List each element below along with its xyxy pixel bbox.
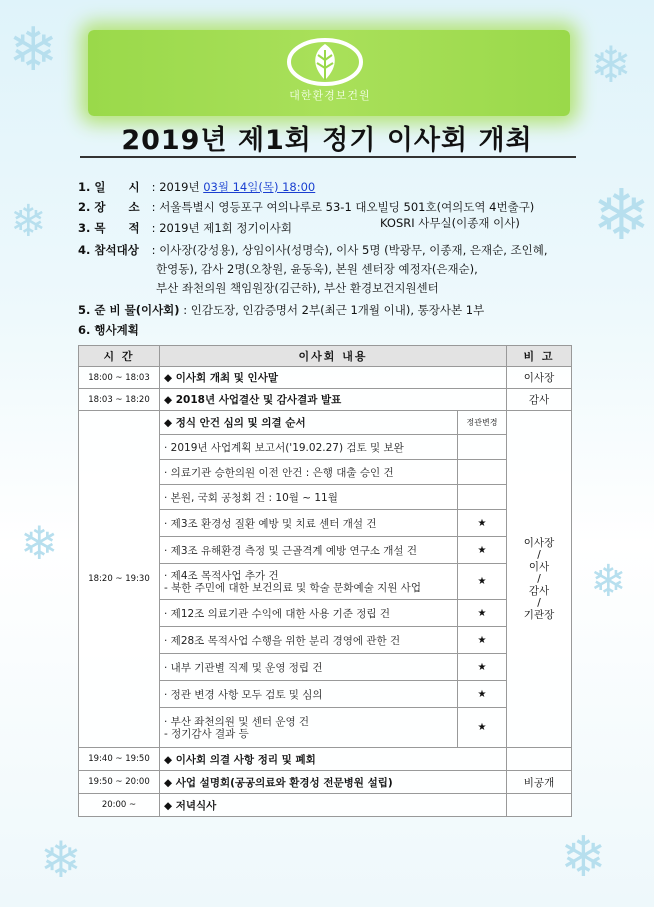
star-icon: ★ — [458, 564, 507, 600]
info-prep: 5. 준 비 물(이사회) : 인감도장, 인감증명서 2부(최근 1개월 이내), 통장사본 1부 — [78, 303, 485, 317]
table-row: · 본원, 국회 공청회 건 : 10월 ~ 11월 — [79, 485, 572, 510]
table-row: · 제3조 유해환경 측정 및 근골격계 예방 연구소 개설 건 ★ — [79, 537, 572, 564]
table-row: · 제3조 환경성 질환 예방 및 치료 센터 개설 건 ★ — [79, 510, 572, 537]
snowflake-icon: ❄ — [590, 36, 632, 94]
table-row: 19:50 ~ 20:00 ◆ 사업 설명회(공공의료와 환경성 전문병원 설립) 비공개 — [79, 771, 572, 794]
merged-note: 이사장 / 이사 / 감사 / 기관장 — [507, 411, 572, 748]
star-icon: ★ — [458, 600, 507, 627]
snowflake-icon: ❄ — [40, 831, 82, 889]
star-icon: ★ — [458, 627, 507, 654]
badge: 정관변경 — [458, 411, 507, 435]
snowflake-icon: ❄ — [592, 174, 651, 256]
table-row: 18:03 ~ 18:20 ◆ 2018년 사업결산 및 감사결과 발표 감사 — [79, 389, 572, 411]
info-place: 2. 장 소 : 서울특별시 영등포구 여의나루로 53-1 대오빌딩 501호(여의도역 4번출구) — [78, 200, 535, 214]
snowflake-icon: ❄ — [20, 516, 59, 570]
info-attendees: 4. 참석대상 : 이사장(강성용), 상임이사(성명숙), 이사 5명 (박광무, 이종재, 은재순, 조인혜, — [78, 243, 548, 257]
table-row: · 내부 기관별 직제 및 운영 정립 건 ★ — [79, 654, 572, 681]
logo-text: 대한환경보건원 — [289, 89, 371, 102]
table-header: 이사회 내용 — [160, 346, 507, 367]
table-row: 19:40 ~ 19:50 ◆ 이사회 의결 사항 정리 및 폐회 — [79, 748, 572, 771]
table-row: · 정관 변경 사항 모두 검토 및 심의 ★ — [79, 681, 572, 708]
star-icon: ★ — [458, 654, 507, 681]
table-row: 18:00 ~ 18:03 ◆ 이사회 개최 및 인사말 이사장 — [79, 367, 572, 389]
title-divider — [80, 156, 576, 158]
snowflake-icon: ❄ — [8, 15, 59, 85]
snowflake-icon: ❄ — [560, 825, 607, 890]
table-row: 18:20 ~ 19:30 ◆ 정식 안건 심의 및 의결 순서 정관변경 이사장 / 이사 / 감사 / 기관장 — [79, 411, 572, 435]
star-icon: ★ — [458, 537, 507, 564]
leaf-icon — [275, 36, 375, 88]
table-row: · 의료기관 승한의원 이전 안건 : 은행 대출 승인 건 — [79, 460, 572, 485]
table-row: · 제4조 목적사업 추가 건 - 북한 주민에 대한 보건의료 및 학술 문화예술 지원 사업 ★ — [79, 564, 572, 600]
table-header: 비 고 — [507, 346, 572, 367]
info-schedule-label: 6. 행사계획 — [78, 323, 139, 337]
table-row: · 부산 좌천의원 및 센터 운영 건 - 정기감사 결과 등 ★ — [79, 708, 572, 748]
schedule-table — [78, 345, 572, 817]
info-place-2: KOSRI 사무실(이종재 이사) — [380, 216, 520, 230]
table-row: · 2019년 사업계획 보고서('19.02.27) 검토 및 보완 — [79, 435, 572, 460]
star-icon: ★ — [458, 708, 507, 748]
table-row: · 제12조 의료기관 수익에 대한 사용 기준 정립 건 ★ — [79, 600, 572, 627]
table-header: 시 간 — [79, 346, 160, 367]
info-date: 1. 일 시 : 2019년 03월 14일(목) 18:00 — [78, 180, 316, 194]
snowflake-icon: ❄ — [590, 556, 627, 607]
snowflake-icon: ❄ — [10, 196, 47, 247]
page-title: 2019년 제1회 정기 이사회 개최 — [121, 125, 533, 156]
info-attendees-2: 한영동), 감사 2명(오창원, 윤동욱), 본원 센터장 예정자(은재순), — [156, 262, 478, 276]
table-row: · 제28조 목적사업 수행을 위한 분리 경영에 관한 건 ★ — [79, 627, 572, 654]
star-icon: ★ — [458, 681, 507, 708]
star-icon: ★ — [458, 510, 507, 537]
table-row: 20:00 ~ ◆ 저녁식사 — [79, 794, 572, 817]
date-highlight: 03월 14일(목) 18:00 — [203, 180, 316, 194]
info-purpose: 3. 목 적 : 2019년 제1회 정기이사회 — [78, 221, 292, 235]
info-attendees-3: 부산 좌천의원 책임원장(김근하), 부산 환경보건지원센터 — [156, 281, 439, 295]
